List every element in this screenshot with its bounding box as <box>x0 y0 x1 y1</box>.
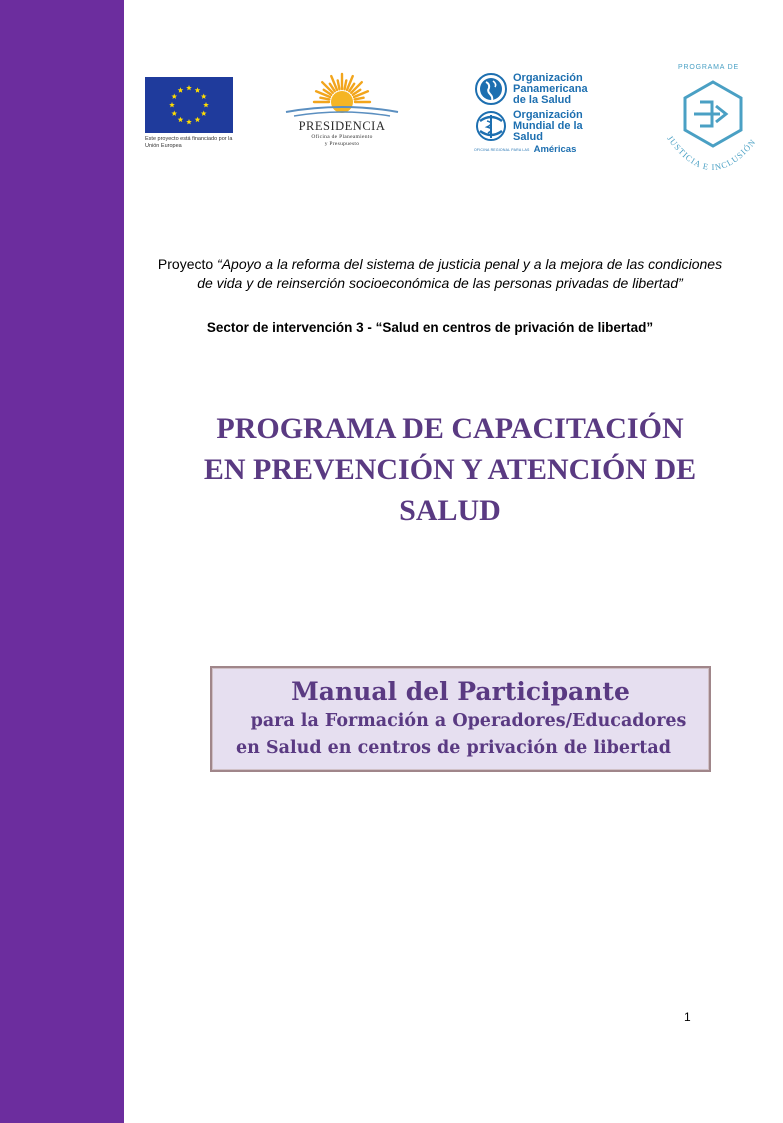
presidencia-name: PRESIDENCIA <box>298 119 386 133</box>
svg-text:JUSTICIA E INCLUSIÓN: JUSTICIA E INCLUSIÓN <box>665 133 758 173</box>
intervention-sector: Sector de intervención 3 - “Salud en centros de privación de libertad” <box>206 320 654 335</box>
sun-ray-icon <box>345 80 347 89</box>
manual-title-box <box>210 666 711 772</box>
sun-icon <box>282 72 402 118</box>
pji-arc-text <box>656 124 768 190</box>
presidencia-logo <box>282 72 402 148</box>
project-prefix: Proyecto <box>157 256 218 272</box>
oms-line2: Mundial de la Salud <box>513 119 583 143</box>
main-title-line3: SALUD <box>399 494 501 527</box>
justicia-inclusion-logo <box>656 60 768 190</box>
project-description <box>150 255 730 293</box>
eu-logo <box>145 77 237 150</box>
main-title <box>150 408 750 531</box>
presidencia-sub-line2: y Presupuesto <box>324 141 360 147</box>
main-title-line1: PROGRAMA DE CAPACITACIÓN <box>216 412 684 445</box>
oms-line1: Organización <box>513 108 583 121</box>
globe-icon <box>474 72 508 106</box>
manual-subtitle-line1: para la Formación a Operadores/Educadores <box>250 711 687 731</box>
pji-top-text: PROGRAMA DE <box>678 64 739 71</box>
manual-title: Manual del Participante <box>291 677 630 706</box>
sun-ray-icon <box>355 98 364 100</box>
ops-line1: Organización <box>513 71 583 84</box>
eu-flag-icon <box>145 77 233 133</box>
americas-label: Américas <box>533 144 577 155</box>
sun-ray-icon <box>338 80 340 89</box>
eu-caption: Este proyecto está financiado por la Unión Europea <box>145 136 233 149</box>
regional-office-label: OFICINA REGIONAL PARA LAS <box>474 147 530 152</box>
ops-oms-logo <box>474 72 614 155</box>
project-title: “Apoyo a la reforma del sistema de justicia penal y a la mejora de las condiciones de vida y de reinserción socioeconómica de las personas privadas de libertad” <box>197 256 723 291</box>
ops-line3: de la Salud <box>513 93 572 106</box>
presidencia-sub-line1: Oficina de Planeamiento <box>311 134 373 140</box>
sun-ray-icon <box>320 98 329 100</box>
ops-line2: Panamericana <box>513 82 588 95</box>
who-emblem-icon <box>474 109 508 143</box>
page-number: 1 <box>684 1010 691 1024</box>
main-title-line2: EN PREVENCIÓN Y ATENCIÓN DE <box>203 453 697 486</box>
manual-subtitle-line2: en Salud en centros de privación de libertad <box>236 738 671 758</box>
side-color-band <box>0 0 124 1123</box>
